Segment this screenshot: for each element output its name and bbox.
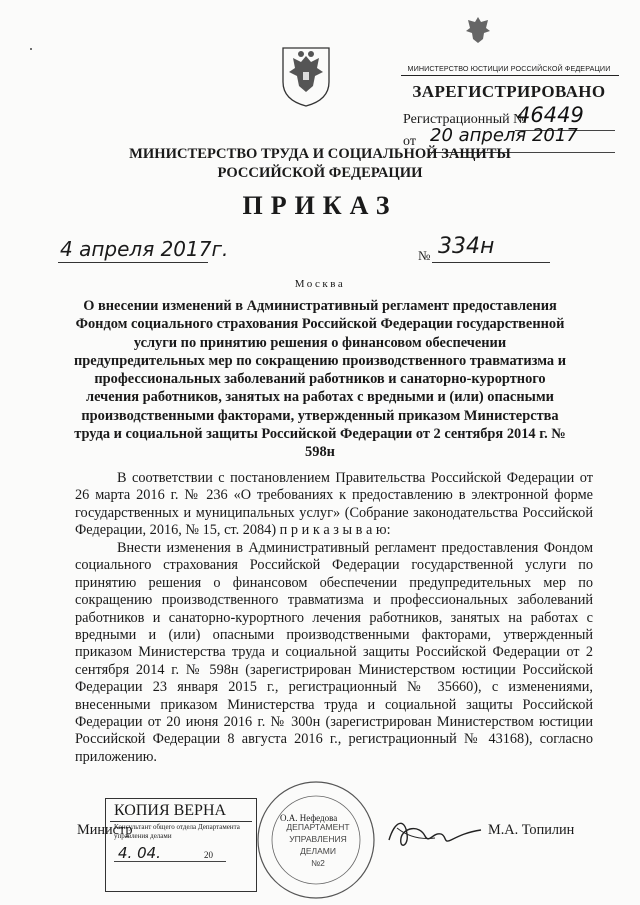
copy-stamp-signer: О.А. Нефедова [280,813,338,823]
scan-speck [30,48,32,50]
ministry-line1: МИНИСТЕРСТВО ТРУДА И СОЦИАЛЬНОЙ ЗАЩИТЫ [129,146,511,162]
order-heading: О внесении изменений в Административный регламент предоставления Фондом социального страхования Российской Федерации государственной услуги по принятию решения о финансовом обеспечении предупредительных мер по сокращению производственного травматизма и профессиональных заболеваний работников и санаторно-курортного лечения работников, занятых на работах с вредными и (или) опасными производственными факторами, утвержденный приказом Министерства труда и социальной защиты Российской Федерации от 2 сентября 2014 г. № 598н [73,298,567,461]
reg-date: 20 апреля 2017 [430,125,578,146]
ministry-line2: РОССИЙСКОЙ ФЕДЕРАЦИИ [217,165,423,181]
state-emblem-icon [277,42,335,108]
copy-stamp-line2: управления делами [114,832,172,840]
reg-date-label: от [403,134,416,149]
copy-stamp-line1: Консультант общего отдела Департамента [114,823,240,831]
copy-stamp-year: 20 [204,850,213,860]
order-number-label: № [418,248,431,263]
signatory-position: Министр [77,822,133,838]
order-date: 4 апреля 2017г. [60,237,229,261]
registration-stamp [395,12,623,149]
underline [432,262,550,263]
copy-stamp-title: КОПИЯ ВЕРНА [114,802,227,819]
city: Москва [294,278,346,290]
ministry-name [0,145,640,183]
underline [58,262,208,263]
signatory-name: М.А. Топилин [488,822,575,838]
copy-stamp-date: 4. 04. [118,844,161,862]
underline [114,861,226,862]
reg-number-label: Регистрационный № [403,112,527,127]
body-paragraph-2: Внести изменения в Административный регламент предоставления Фондом социального страхования Российской Федерации государственной услуги по принятию решения о финансовом обеспечении предупредительных мер по сокращению производственного травматизма и профессиональных заболеваний работников и санаторно-курортного лечения работников, занятых на работах с вредными и (или) опасными производственными факторами, утвержденный приказом Министерства труда и социальной защиты Российской Федерации от 2 сентября 2014 г. № 598н (зарегистрирован Министерством юстиции Российской Федерации 23 января 2015 г., регистрационный № 35660), с изменениями, внесенными приказом Министерства труда и социальной защиты Российской Федерации от 20 июня 2016 г. № 300н (зарегистрирован Министерством юстиции Российской Федерации 8 августа 2016 г., регистрационный № 43168), согласно приложению. [75,540,593,765]
seal-line-3: ДЕЛАМИ [300,846,336,856]
reg-number: 46449 [517,103,584,127]
order-number: 334н [438,234,495,259]
copy-certified-stamp [105,798,257,892]
seal-line-1: ДЕПАРТАМЕНТ [286,822,350,832]
small-emblem-icon [463,14,493,46]
reg-title: ЗАРЕГИСТРИРОВАНО [412,82,606,101]
seal-line-4: №2 [311,858,325,868]
seal-line-2: УПРАВЛЕНИЯ [289,834,347,844]
document-type: ПРИКАЗ [242,191,398,220]
round-seal [254,778,379,903]
minister-signature [385,810,485,856]
reg-ministry: МИНИСТЕРСТВО ЮСТИЦИИ РОССИЙСКОЙ ФЕДЕРАЦИИ [407,64,611,73]
body-paragraph-1: В соответствии с постановлением Правительства Российской Федерации от 26 марта 2016 г. № 236 «О требованиях к предоставлению в электронной форме государственных и муниципальных услуг» (Собрание законодательства Российской Федерации, 2016, № 15, ст. 2084) п р и к а з ы в а ю: [75,470,593,539]
divider [401,75,619,76]
